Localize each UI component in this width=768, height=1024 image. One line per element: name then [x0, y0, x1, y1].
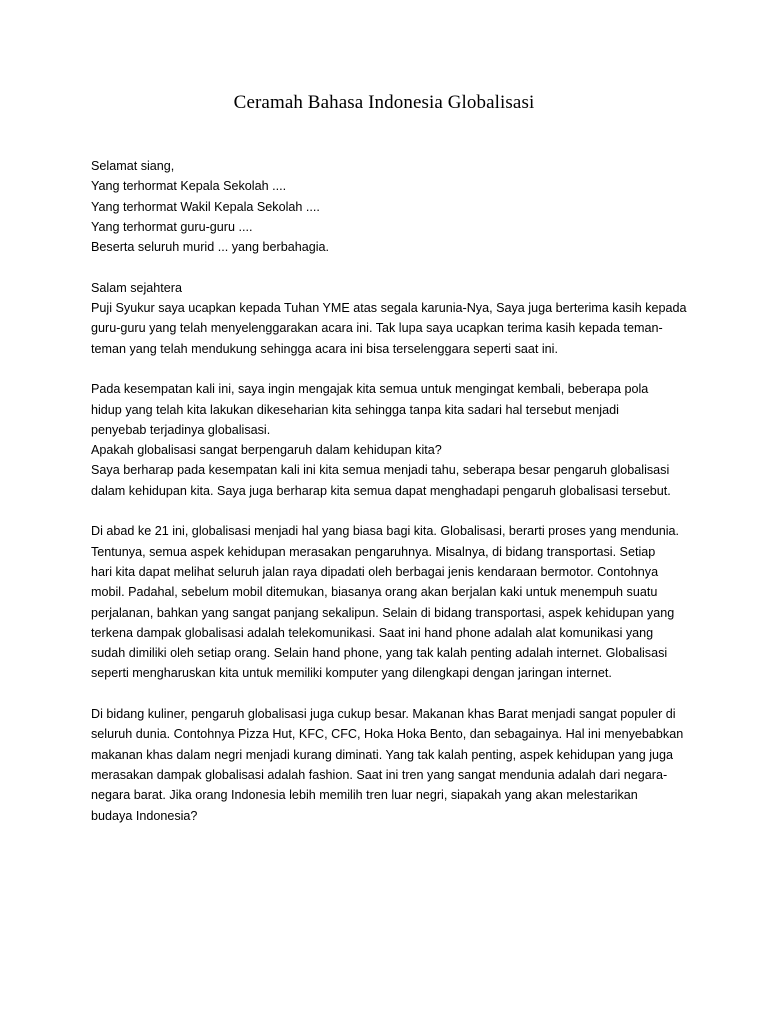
paragraph-line: negara barat. Jika orang Indonesia lebih memilih tren luar negri, siapakah yang akan melestarikan: [91, 788, 638, 803]
paragraph-line: mobil. Padahal, sebelum mobil ditemukan, biasanya orang akan berjalan kaki untuk menempuh suatu: [91, 585, 658, 600]
opening-paragraph: [91, 278, 691, 359]
paragraph-2: [91, 379, 691, 501]
paragraph-line: budaya Indonesia?: [91, 808, 198, 823]
paragraph-line: sudah dimiliki oleh setiap orang. Selain hand phone, yang tak kalah penting adalah internet. Globalisasi: [91, 646, 668, 661]
paragraph-line: perjalanan, bahkan yang sangat panjang sekalipun. Selain di bidang transportasi, aspek kehidupan yang: [91, 605, 675, 620]
paragraph-line: terkena dampak globalisasi adalah telekomunikasi. Saat ini hand phone adalah alat komunikasi yang: [91, 625, 654, 640]
paragraph-line: makanan khas dalam negri menjadi kurang diminati. Yang tak kalah penting, aspek kehidupan yang juga: [91, 747, 674, 762]
greeting-line: Selamat siang,: [91, 159, 175, 173]
greeting-line: Yang terhormat guru-guru ....: [91, 219, 253, 234]
paragraph-line: Di bidang kuliner, pengaruh globalisasi juga cukup besar. Makanan khas Barat menjadi sangat populer di: [91, 707, 676, 722]
paragraph-line: merasakan dampak globalisasi adalah fashion. Saat ini tren yang sangat mendunia adalah dari negara-: [91, 767, 668, 782]
paragraph-line: teman yang telah mendukung sehingga acara ini bisa terselenggara seperti saat ini.: [91, 341, 558, 356]
paragraph-3: [91, 521, 691, 683]
greeting-line: Yang terhormat Wakil Kepala Sekolah ....: [91, 199, 320, 214]
greeting-line: Yang terhormat Kepala Sekolah ....: [91, 179, 287, 194]
paragraph-line: seperti mengharuskan kita untuk memiliki komputer yang dilengkapi dengan jaringan internet.: [91, 666, 612, 681]
paragraph-line: Tentunya, semua aspek kehidupan merasakan pengaruhnya. Misalnya, di bidang transportasi. Setiap: [91, 544, 656, 559]
greeting-line: Beserta seluruh murid ... yang berbahagia.: [91, 240, 330, 255]
paragraph-line: dalam kehidupan kita. Saya juga berharap kita semua dapat menghadapi pengaruh globalisasi tersebut.: [91, 483, 671, 498]
paragraph-4: [91, 704, 691, 826]
paragraph-line: Pada kesempatan kali ini, saya ingin mengajak kita semua untuk mengingat kembali, beberapa pola: [91, 382, 649, 397]
paragraph-line: Puji Syukur saya ucapkan kepada Tuhan YME atas segala karunia-Nya, Saya juga berterima kasih kepada: [91, 301, 687, 316]
document-body: [91, 156, 691, 846]
paragraph-line: penyebab terjadinya globalisasi.: [91, 422, 271, 437]
paragraph-line: Saya berharap pada kesempatan kali ini kita semua menjadi tahu, seberapa besar pengaruh globalisasi: [91, 463, 670, 478]
paragraph-line: Salam sejahtera: [91, 280, 183, 295]
paragraph-line: hari kita dapat melihat seluruh jalan raya dipadati oleh berbagai jenis kendaraan bermotor. Contohnya: [91, 564, 659, 579]
paragraph-line: seluruh dunia. Contohnya Pizza Hut, KFC, CFC, Hoka Hoka Bento, dan sebagainya. Hal ini menyebabkan: [91, 727, 684, 742]
paragraph-line: guru-guru yang telah menyelenggarakan acara ini. Tak lupa saya ucapkan terima kasih kepada teman-: [91, 321, 663, 336]
paragraph-line: hidup yang telah kita lakukan dikeseharian kita sehingga tanpa kita sadari hal tersebut menjadi: [91, 402, 619, 417]
greeting-block: [91, 156, 691, 257]
document-title: Ceramah Bahasa Indonesia Globalisasi: [233, 92, 535, 113]
paragraph-line: Apakah globalisasi sangat berpengaruh dalam kehidupan kita?: [91, 443, 442, 458]
paragraph-line: Di abad ke 21 ini, globalisasi menjadi hal yang biasa bagi kita. Globalisasi, berarti proses yang mendunia.: [91, 524, 680, 539]
